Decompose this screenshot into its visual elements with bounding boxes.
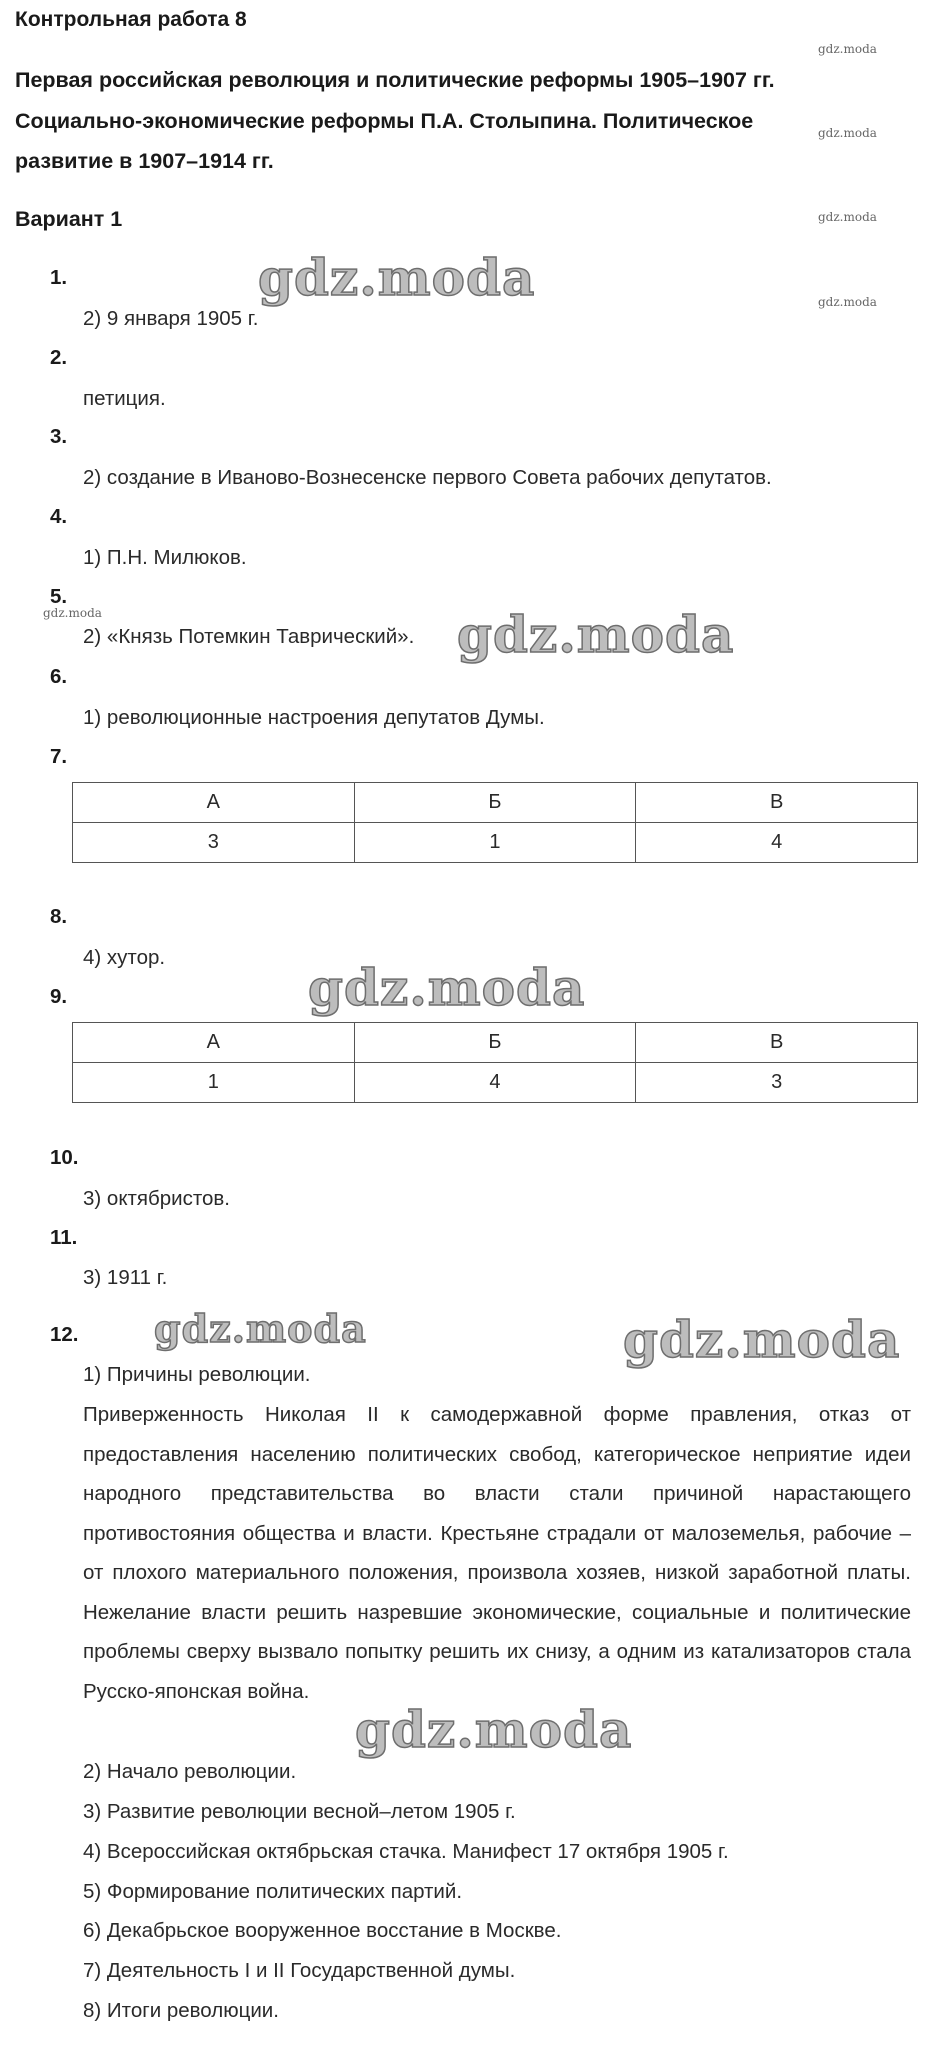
- variant-label: Вариант 1: [15, 207, 123, 231]
- table-row: [73, 1063, 918, 1103]
- question-9-table: [72, 1022, 918, 1103]
- watermark-small: gdz.moda: [818, 295, 877, 309]
- question-5-number: 5.: [50, 585, 68, 608]
- question-9-number: 9.: [50, 985, 68, 1008]
- question-3-number: 3.: [50, 425, 68, 448]
- watermark-small: gdz.moda: [818, 42, 877, 56]
- plan-item: 6) Декабрьское вооруженное восстание в Москве.: [83, 1919, 562, 1942]
- question-10-answer: 3) октябристов.: [83, 1187, 231, 1210]
- table-cell: 4: [636, 823, 918, 863]
- watermark-large: gdz.moda: [308, 958, 586, 1017]
- topic-line-3: развитие в 1907–1914 гг.: [15, 149, 274, 173]
- watermark-small: gdz.moda: [43, 606, 102, 620]
- watermark-large: gdz.moda: [355, 1700, 633, 1759]
- table-cell: 1: [354, 823, 636, 863]
- table-header-cell: А: [73, 1023, 355, 1063]
- question-2-answer: петиция.: [83, 387, 166, 410]
- question-5-answer: 2) «Князь Потемкин Таврический».: [83, 625, 415, 648]
- plan-item: 2) Начало революции.: [83, 1760, 297, 1783]
- topic-line-1: Первая российская революция и политические реформы 1905–1907 гг.: [15, 68, 775, 92]
- question-6-answer: 1) революционные настроения депутатов Думы.: [83, 706, 545, 729]
- question-11-answer: 3) 1911 г.: [83, 1266, 168, 1289]
- question-1-answer: 2) 9 января 1905 г.: [83, 307, 259, 330]
- question-12-number: 12.: [50, 1323, 79, 1346]
- question-7-number: 7.: [50, 745, 68, 768]
- table-row: [73, 823, 918, 863]
- question-7-table: [72, 782, 918, 863]
- table-header-cell: Б: [354, 1023, 636, 1063]
- table-header-row: [73, 1023, 918, 1063]
- question-11-number: 11.: [50, 1226, 78, 1249]
- question-10-number: 10.: [50, 1146, 79, 1169]
- plan-item: 4) Всероссийская октябрьская стачка. Манифест 17 октября 1905 г.: [83, 1840, 729, 1863]
- watermark-large: gdz.moda: [258, 248, 536, 307]
- table-header-cell: В: [636, 783, 918, 823]
- table-header-row: [73, 783, 918, 823]
- watermark-large: gdz.moda: [457, 605, 735, 664]
- table-header-cell: В: [636, 1023, 918, 1063]
- question-8-answer: 4) хутор.: [83, 946, 166, 969]
- watermark-small: gdz.moda: [818, 126, 877, 140]
- watermark-large: gdz.moda: [154, 1306, 367, 1351]
- plan-item: 5) Формирование политических партий.: [83, 1880, 463, 1903]
- question-1-number: 1.: [50, 266, 68, 289]
- question-2-number: 2.: [50, 346, 68, 369]
- work-title: Контрольная работа 8: [15, 8, 247, 31]
- table-cell: 4: [354, 1063, 636, 1103]
- plan-item: 3) Развитие революции весной–летом 1905 г.: [83, 1800, 516, 1823]
- table-cell: 1: [73, 1063, 355, 1103]
- topic-line-2: Социально-экономические реформы П.А. Столыпина. Политическое: [15, 109, 754, 133]
- table-header-cell: А: [73, 783, 355, 823]
- watermark-large: gdz.moda: [623, 1310, 901, 1369]
- table-cell: 3: [73, 823, 355, 863]
- table-cell: 3: [636, 1063, 918, 1103]
- plan-item: 7) Деятельность I и II Государственной думы.: [83, 1959, 516, 1982]
- question-8-number: 8.: [50, 905, 68, 928]
- question-12-paragraph: Приверженность Николая II к самодержавной форме правления, отказ от предоставления населению политических свобод, категорическое неприятие идеи народного представительства во власти стали причиной нарастающего противостояния общества и власти. Крестьяне страдали от малоземелья, рабочие – от плохого материального положения, произвола хозяев, низкой заработной платы. Нежелание власти решить назревшие экономические, социальные и политические проблемы сверху вызвало попытку решить их снизу, а одним из катализаторов стала Русско-японская война.: [83, 1403, 911, 1703]
- question-12-first-point: 1) Причины революции.: [83, 1363, 311, 1386]
- table-header-cell: Б: [354, 783, 636, 823]
- question-4-answer: 1) П.Н. Милюков.: [83, 546, 247, 569]
- question-4-number: 4.: [50, 505, 68, 528]
- question-6-number: 6.: [50, 665, 68, 688]
- plan-item: 8) Итоги революции.: [83, 1999, 279, 2022]
- watermark-small: gdz.moda: [818, 210, 877, 224]
- question-3-answer: 2) создание в Иваново-Вознесенске первого Совета рабочих депутатов.: [83, 466, 772, 489]
